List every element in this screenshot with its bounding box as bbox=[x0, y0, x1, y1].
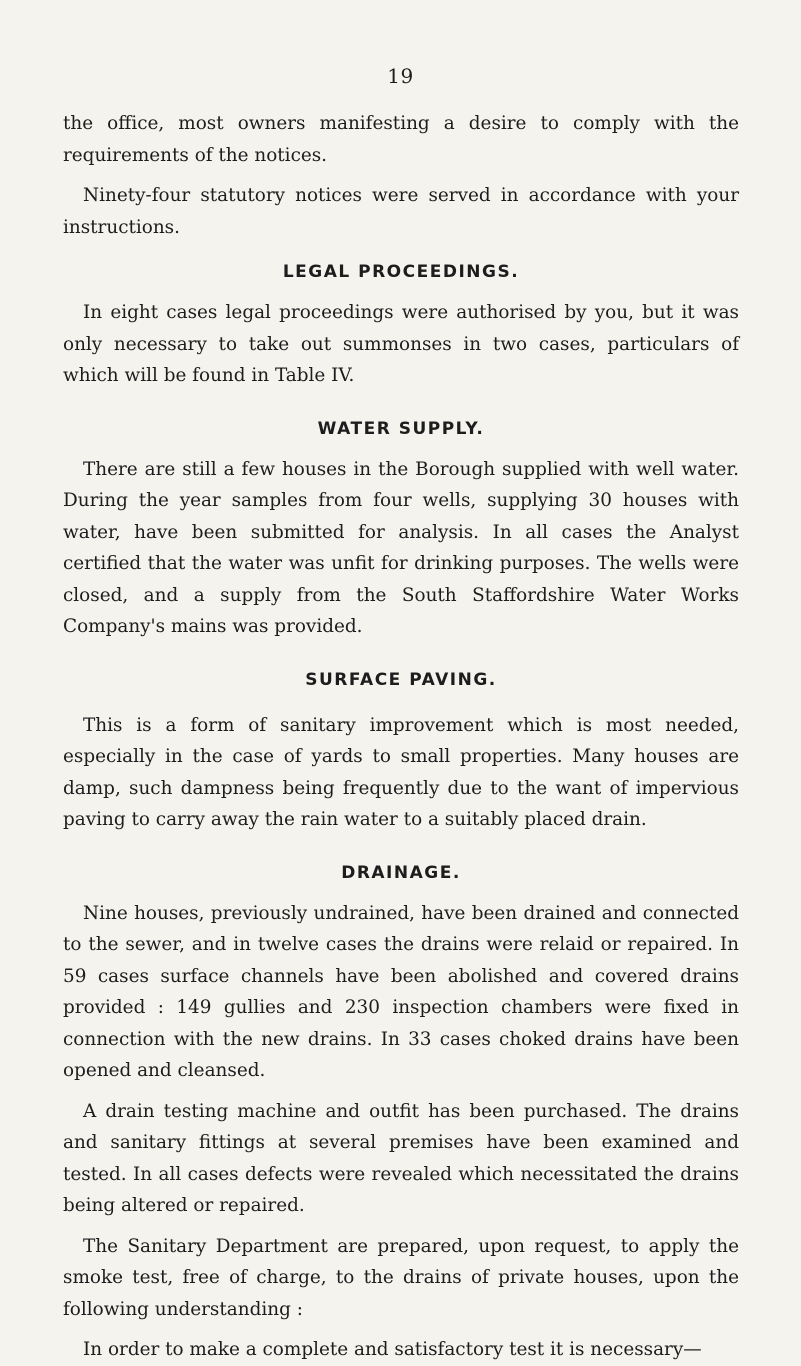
heading-surface-paving: SURFACE PAVING. bbox=[305, 669, 497, 690]
paragraph-continuation: the office, most owners manifesting a desire to comply with the requirements of the notices. bbox=[63, 113, 739, 166]
paragraph-drainage: Nine houses, previously undrained, have been drained and connected to the sewer, and in twelve cases the drains were relaid or repaired. In 59 cases surface channels have been abolished and covered drains provided : 149 gullies and 230 inspection chambers were fixed in connection with the new drains. In 33 cases choked drains have been opened and cleansed. bbox=[63, 902, 739, 1081]
paragraph-water-supply: There are still a few houses in the Borough supplied with well water. During the year samples from four wells, supplying 30 houses with water, have been submitted for analysis. In all cases the Analyst certified that the water was unfit for drinking purposes. The wells were closed, and a supply from the South Staffordshire Water Works Company's mains was provided. bbox=[63, 458, 739, 637]
heading-water-supply: WATER SUPPLY. bbox=[317, 418, 485, 439]
paragraph-notices: Ninety-four statutory notices were served in accordance with your instructions. bbox=[63, 185, 739, 238]
heading-drainage: DRAINAGE. bbox=[341, 862, 461, 883]
paragraph-smoke-test: The Sanitary Department are prepared, upon request, to apply the smoke test, free of charge, to the drains of private houses, upon the following understanding : bbox=[63, 1235, 739, 1320]
paragraph-surface-paving: This is a form of sanitary improvement which is most needed, especially in the case of yards to small properties. Many houses are damp, such dampness being frequently due to the want of impervious paving to carry away the rain water to a suitably placed drain. bbox=[63, 714, 739, 830]
body-text bbox=[63, 108, 739, 1366]
page-number: 19 bbox=[387, 64, 414, 88]
paragraph-drain-testing: A drain testing machine and outfit has been purchased. The drains and sanitary fittings at several premises have been examined and tested. In all cases defects were revealed which necessitated the drains being altered or repaired. bbox=[63, 1100, 739, 1216]
heading-legal-proceedings: LEGAL PROCEEDINGS. bbox=[282, 262, 520, 282]
paragraph-legal-proceedings: In eight cases legal proceedings were authorised by you, but it was only necessary to take out summonses in two cases, particulars of which will be found in Table IV. bbox=[63, 302, 739, 386]
paragraph-conditions: In order to make a complete and satisfactory test it is necessary— bbox=[83, 1339, 702, 1360]
